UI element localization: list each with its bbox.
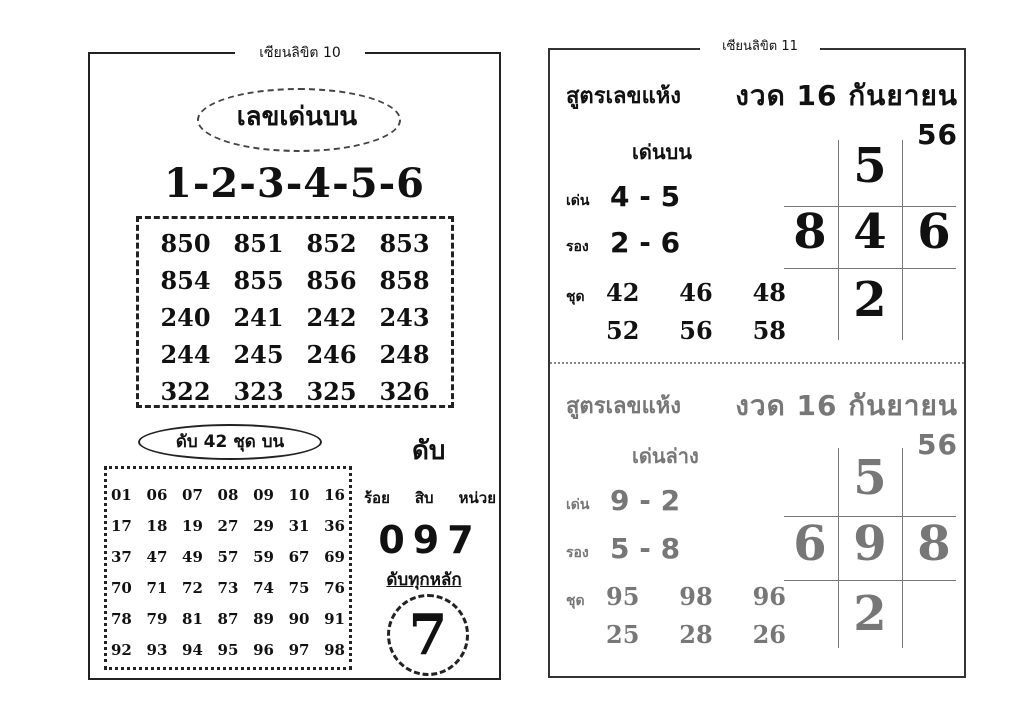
bottom-row3-label: ชุด: [566, 593, 585, 609]
number-cell: 854: [160, 266, 211, 295]
dub-all-digit: 7: [387, 594, 469, 676]
number-cell: 72: [182, 578, 203, 597]
number-cell: 37: [111, 547, 132, 566]
two-digit-row: [111, 572, 345, 603]
number-cell: 19: [182, 516, 203, 535]
number-cell: 08: [217, 485, 239, 504]
top-set-line2: [606, 316, 786, 345]
place-value-labels: [364, 486, 496, 510]
set-number: 28: [679, 620, 713, 649]
bottom-cross-top: 5: [853, 450, 887, 506]
three-digit-row: [139, 373, 451, 410]
bottom-cross-center: 9: [853, 516, 887, 572]
number-cell: 87: [217, 609, 239, 628]
dub-number: 097: [378, 518, 482, 562]
number-cell: 92: [111, 640, 132, 659]
set-number: 95: [606, 582, 640, 611]
top-subheading: เด่นบน: [632, 140, 692, 164]
number-cell: 852: [306, 229, 357, 258]
three-digit-row: [139, 299, 451, 336]
main-sequence: 1-2-3-4-5-6: [164, 160, 425, 207]
bottom-heading: สูตรเลขแห้ง: [566, 394, 681, 419]
top-set-line1: [606, 278, 786, 307]
number-cell: 93: [146, 640, 168, 659]
number-cell: 47: [146, 547, 168, 566]
set-number: 26: [752, 620, 786, 649]
top-cross-top: 5: [853, 138, 887, 194]
bottom-date: งวด 16 กันยายน 56: [735, 389, 958, 461]
number-cell: 74: [253, 578, 274, 597]
number-cell: 91: [324, 609, 345, 628]
number-cell: 10: [288, 485, 310, 504]
set-number: 98: [679, 582, 713, 611]
bottom-cross-bottom: 2: [853, 586, 887, 642]
three-digit-grid: [136, 216, 454, 408]
number-cell: 29: [253, 516, 274, 535]
number-cell: 59: [253, 547, 274, 566]
section-divider: [550, 362, 964, 364]
number-cell: 31: [288, 516, 310, 535]
number-cell: 49: [182, 547, 203, 566]
number-cell: 245: [233, 340, 284, 369]
number-cell: 851: [233, 229, 284, 258]
units-label: หน่วย: [458, 489, 496, 507]
cross-line: [784, 580, 956, 581]
number-cell: 90: [288, 609, 310, 628]
bottom-row1-label: เด่น: [566, 497, 590, 513]
number-cell: 322: [160, 377, 211, 406]
number-cell: 89: [253, 609, 274, 628]
set-number: 56: [679, 316, 713, 345]
set-number: 52: [606, 316, 640, 345]
three-digit-row: [139, 225, 451, 262]
bottom-subheading: เด่นล่าง: [632, 444, 699, 468]
cross-line: [902, 448, 903, 648]
number-cell: 241: [233, 303, 284, 332]
number-cell: 326: [379, 377, 430, 406]
number-cell: 96: [253, 640, 274, 659]
bottom-row2-value: 5 - 8: [610, 532, 681, 565]
headline: เลขเด่นบน: [236, 102, 358, 132]
top-date: งวด 16 กันยายน 56: [735, 79, 958, 151]
two-digit-row: [111, 541, 345, 572]
number-cell: 70: [111, 578, 132, 597]
number-cell: 95: [217, 640, 239, 659]
number-cell: 71: [146, 578, 168, 597]
number-cell: 246: [306, 340, 357, 369]
bottom-cross-left: 6: [793, 516, 827, 572]
set-number: 46: [679, 278, 713, 307]
number-cell: 79: [146, 609, 168, 628]
number-cell: 850: [160, 229, 211, 258]
cross-line: [784, 268, 956, 269]
set-number: 25: [606, 620, 640, 649]
top-row1-value: 4 - 5: [610, 180, 681, 213]
number-cell: 78: [111, 609, 132, 628]
bottom-cross-right: 8: [917, 516, 951, 572]
number-cell: 76: [324, 578, 345, 597]
number-cell: 97: [288, 640, 310, 659]
number-cell: 858: [379, 266, 430, 295]
set-number: 42: [606, 278, 640, 307]
top-cross-right: 6: [917, 204, 951, 260]
three-digit-row: [139, 262, 451, 299]
bottom-set-line2: [606, 620, 786, 649]
number-cell: 94: [182, 640, 203, 659]
set-number: 96: [752, 582, 786, 611]
cross-line: [902, 140, 903, 340]
two-digit-grid: [104, 466, 352, 670]
number-cell: 325: [306, 377, 357, 406]
number-cell: 244: [160, 340, 211, 369]
dub-42-label: ดับ 42 ชุด บน: [138, 424, 322, 460]
number-cell: 01: [111, 485, 132, 504]
top-row1-label: เด่น: [566, 193, 590, 209]
bottom-row2-label: รอง: [566, 545, 589, 561]
number-cell: 09: [253, 485, 274, 504]
top-cross-center: 4: [853, 204, 887, 260]
number-cell: 853: [379, 229, 430, 258]
top-row2-label: รอง: [566, 239, 589, 255]
top-row3-label: ชุด: [566, 289, 585, 305]
number-cell: 81: [182, 609, 203, 628]
tens-label: สิบ: [414, 489, 434, 507]
top-cross-left: 8: [793, 204, 827, 260]
number-cell: 240: [160, 303, 211, 332]
number-cell: 18: [146, 516, 168, 535]
number-cell: 17: [111, 516, 132, 535]
number-cell: 67: [288, 547, 310, 566]
bottom-set-line1: [606, 582, 786, 611]
top-row2-value: 2 - 6: [610, 226, 681, 259]
number-cell: 248: [379, 340, 430, 369]
number-cell: 242: [306, 303, 357, 332]
set-number: 48: [752, 278, 786, 307]
two-digit-row: [111, 603, 345, 634]
top-cross-bottom: 2: [853, 272, 887, 328]
number-cell: 36: [324, 516, 345, 535]
number-cell: 07: [182, 485, 203, 504]
number-cell: 16: [324, 485, 345, 504]
two-digit-row: [111, 510, 345, 541]
number-cell: 323: [233, 377, 284, 406]
dub-all-label: ดับทุกหลัก: [386, 570, 462, 590]
number-cell: 243: [379, 303, 430, 332]
three-digit-row: [139, 336, 451, 373]
dub-label: ดับ: [412, 436, 446, 466]
number-cell: 98: [324, 640, 345, 659]
number-cell: 75: [288, 578, 310, 597]
number-cell: 27: [217, 516, 239, 535]
number-cell: 57: [217, 547, 239, 566]
number-cell: 06: [146, 485, 168, 504]
two-digit-row: [111, 634, 345, 665]
number-cell: 856: [306, 266, 357, 295]
right-panel-title: เซียนลิขิต 11: [700, 36, 820, 58]
set-number: 58: [752, 316, 786, 345]
number-cell: 73: [217, 578, 239, 597]
number-cell: 855: [233, 266, 284, 295]
hundreds-label: ร้อย: [364, 489, 390, 507]
two-digit-row: [111, 479, 345, 510]
left-panel-title: เซียนลิขิต 10: [235, 40, 365, 66]
top-heading: สูตรเลขแห้ง: [566, 84, 681, 109]
number-cell: 69: [324, 547, 345, 566]
bottom-row1-value: 9 - 2: [610, 484, 681, 517]
